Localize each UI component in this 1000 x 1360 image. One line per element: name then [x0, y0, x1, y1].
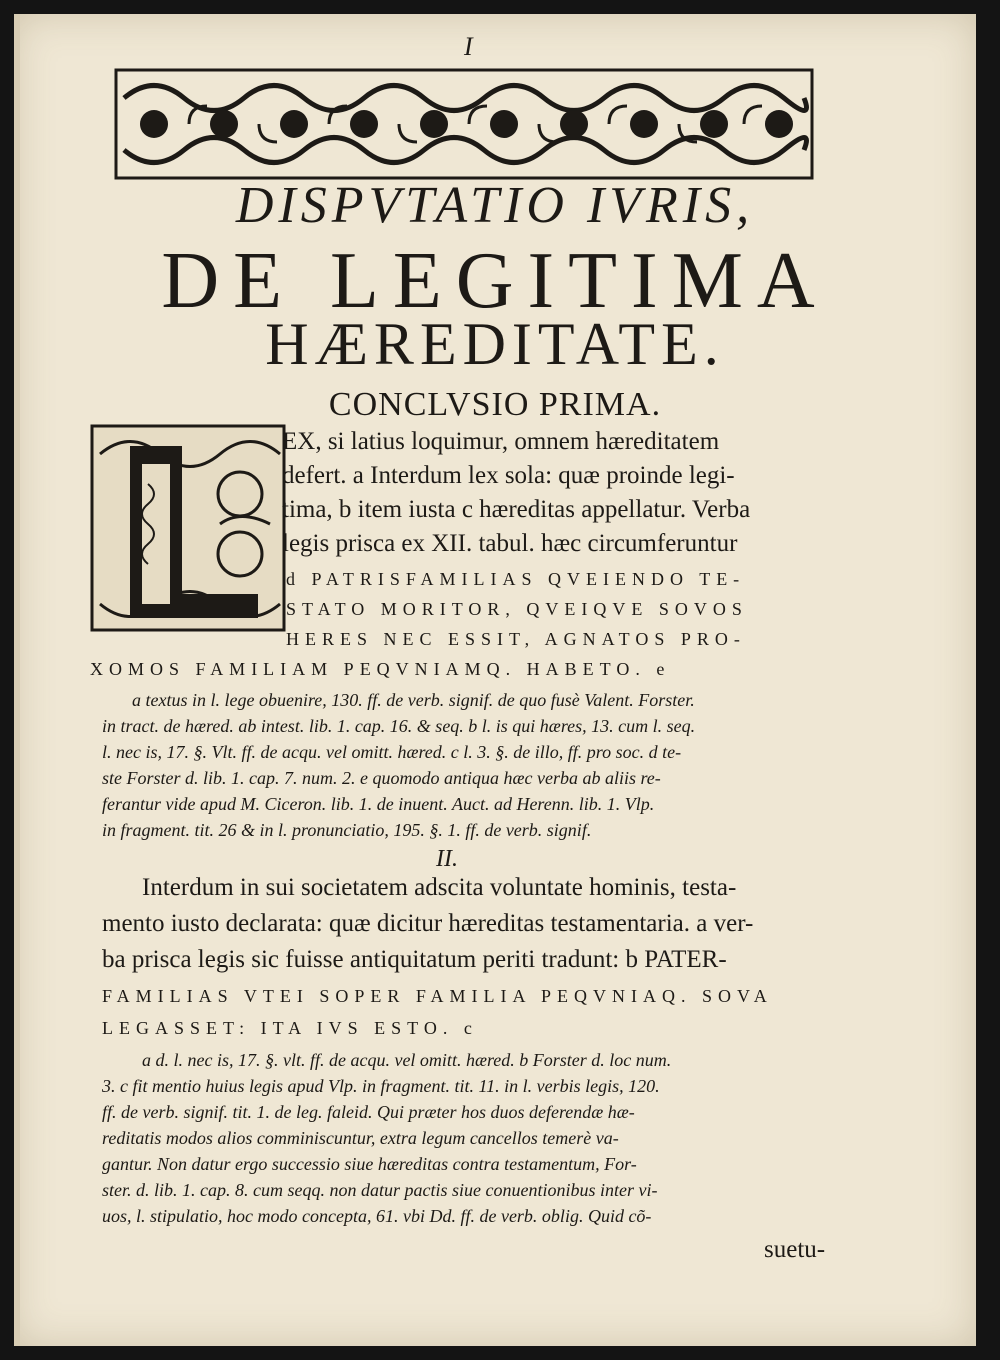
page-number: I [464, 32, 473, 61]
ornamental-headpiece-icon [114, 68, 814, 180]
sec1-line-2: defert. a Interdum lex sola: quæ proinde legi- [282, 462, 735, 489]
sec1-line-4: legis prisca ex XII. tabul. hæc circumferuntur [282, 530, 738, 557]
sec2-note-6: ster. d. lib. 1. cap. 8. cum seqq. non datur pactis siue conuentionibus inter vi- [102, 1180, 658, 1200]
section-2-heading: II. [436, 846, 458, 872]
sec2-note-5: gantur. Non datur ergo successio siue hæreditas contra testamentum, For- [102, 1154, 637, 1174]
sec2-line-5: LEGASSET: ITA IVS ESTO. c [102, 1018, 478, 1038]
title-line-1: DISPVTATIO IVRIS, [235, 177, 755, 234]
sec2-line-1: Interdum in sui societatem adscita voluntate hominis, testa- [142, 874, 737, 901]
title-line-2: DE LEGITIMA [161, 237, 829, 325]
sec1-line-7: HERES NEC ESSIT, AGNATOS PRO- [286, 629, 746, 649]
sec1-note-6: in fragment. tit. 26 & in l. pronunciatio, 195. §. 1. ff. de verb. signif. [102, 820, 592, 840]
catchword: suetu- [764, 1236, 826, 1263]
sec2-note-2: 3. c fit mentio huius legis apud Vlp. in fragment. tit. 11. in l. verbis legis, 120. [102, 1076, 660, 1096]
sec1-note-1: a textus in l. lege obuenire, 130. ff. de verb. signif. de quo fusè Valent. Forster. [132, 690, 695, 710]
sec2-line-2: mento iusto declarata: quæ dicitur hæreditas testamentaria. a ver- [102, 910, 754, 937]
sec1-line-3: tima, b item iusta c hæreditas appellatur. Verba [282, 496, 751, 523]
title-line-3: HÆREDITATE. [265, 311, 725, 377]
sec2-note-3: ff. de verb. signif. tit. 1. de leg. faleid. Qui præter hos duos deferendæ hæ- [102, 1102, 635, 1122]
sec2-note-7: uos, l. stipulatio, hoc modo concepta, 61. vbi Dd. ff. de verb. oblig. Quid cõ- [102, 1206, 652, 1226]
decorated-initial-L-icon [90, 424, 286, 632]
sec1-note-4: ste Forster d. lib. 1. cap. 7. num. 2. e quomodo antiqua hæc verba ab aliis re- [102, 768, 661, 788]
sec1-note-5: ferantur vide apud M. Ciceron. lib. 1. de inuent. Auct. ad Herenn. lib. 1. Vlp. [102, 794, 655, 814]
sec1-line-8: XOMOS FAMILIAM PEQVNIAMQ. HABETO. e [90, 659, 671, 679]
sec2-line-4: FAMILIAS VTEI SOPER FAMILIA PEQVNIAQ. SOVA [102, 986, 773, 1006]
sec2-note-1: a d. l. nec is, 17. §. vlt. ff. de acqu. vel omitt. hæred. b Forster d. loc num. [142, 1050, 672, 1070]
sec1-line-1: EX, si latius loquimur, omnem hæreditatem [282, 428, 720, 455]
sec1-line-6: STATO MORITOR, QVEIQVE SOVOS [286, 599, 748, 619]
sec1-note-3: l. nec is, 17. §. Vlt. ff. de acqu. vel omitt. hæred. c l. 3. §. de illo, ff. pro soc. d te- [102, 742, 682, 762]
sec1-line-5: d PATRISFAMILIAS QVEIENDO TE- [286, 569, 746, 589]
book-page [14, 14, 976, 1346]
sec2-note-4: reditatis modos alios comminiscuntur, extra legum cancellos temerè va- [102, 1128, 619, 1148]
sec2-line-3: ba prisca legis sic fuisse antiquitatum periti tradunt: b PATER- [102, 946, 727, 973]
conclusion-heading: CONCLVSIO PRIMA. [328, 386, 662, 423]
sec1-note-2: in tract. de hæred. ab intest. lib. 1. cap. 16. & seq. b l. is qui hæres, 13. cum l. seq. [102, 716, 696, 736]
